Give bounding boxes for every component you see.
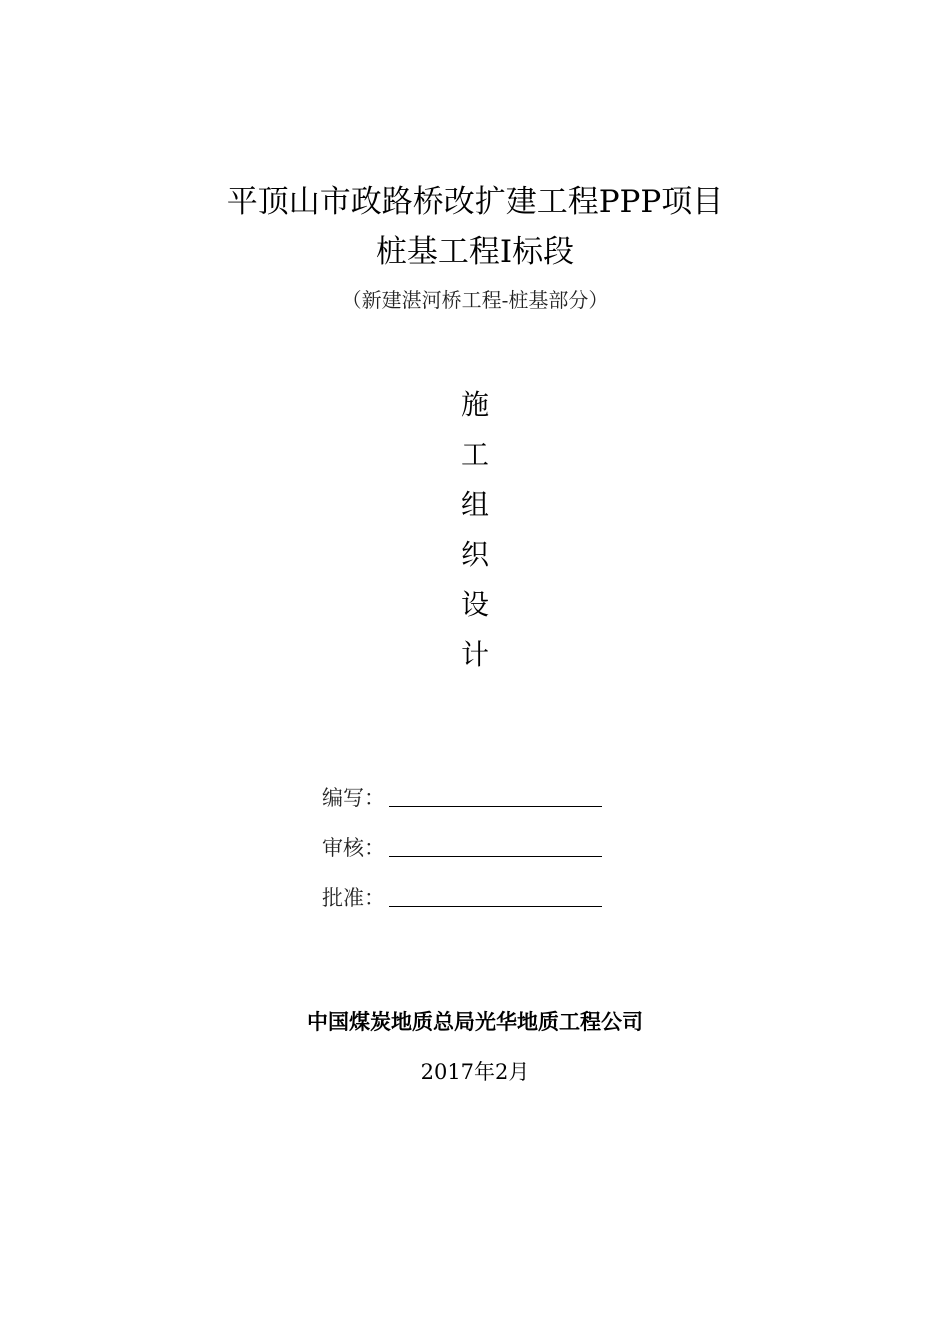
document-title-line-2: 桩基工程Ⅰ标段 [375, 234, 575, 270]
company-name: 中国煤炭地质总局光华地质工程公司 [307, 1009, 643, 1034]
signature-row-approver [322, 882, 612, 914]
vertical-title-char: 工 [460, 438, 489, 471]
vertical-document-type [445, 380, 505, 680]
vertical-title-char: 设 [460, 588, 489, 621]
document-title-line-1: 平顶山市政路桥改扩建工程PPP项目 [226, 184, 724, 220]
vertical-title-char: 计 [460, 638, 489, 671]
vertical-title-char: 组 [460, 488, 489, 521]
signature-row-author [322, 782, 612, 814]
signature-line-reviewer [389, 856, 602, 857]
document-subtitle: （新建湛河桥工程-桩基部分） [341, 288, 609, 312]
signature-label-reviewer: 审核： [322, 836, 385, 860]
vertical-title-char: 施 [460, 388, 489, 421]
document-date: 2017年2月 [420, 1060, 530, 1084]
signature-label-author: 编写： [322, 786, 385, 810]
vertical-title-char: 织 [460, 538, 489, 571]
signature-label-approver: 批准： [322, 886, 385, 910]
signature-line-author [389, 806, 602, 807]
signature-row-reviewer [322, 832, 612, 864]
signature-line-approver [389, 906, 602, 907]
